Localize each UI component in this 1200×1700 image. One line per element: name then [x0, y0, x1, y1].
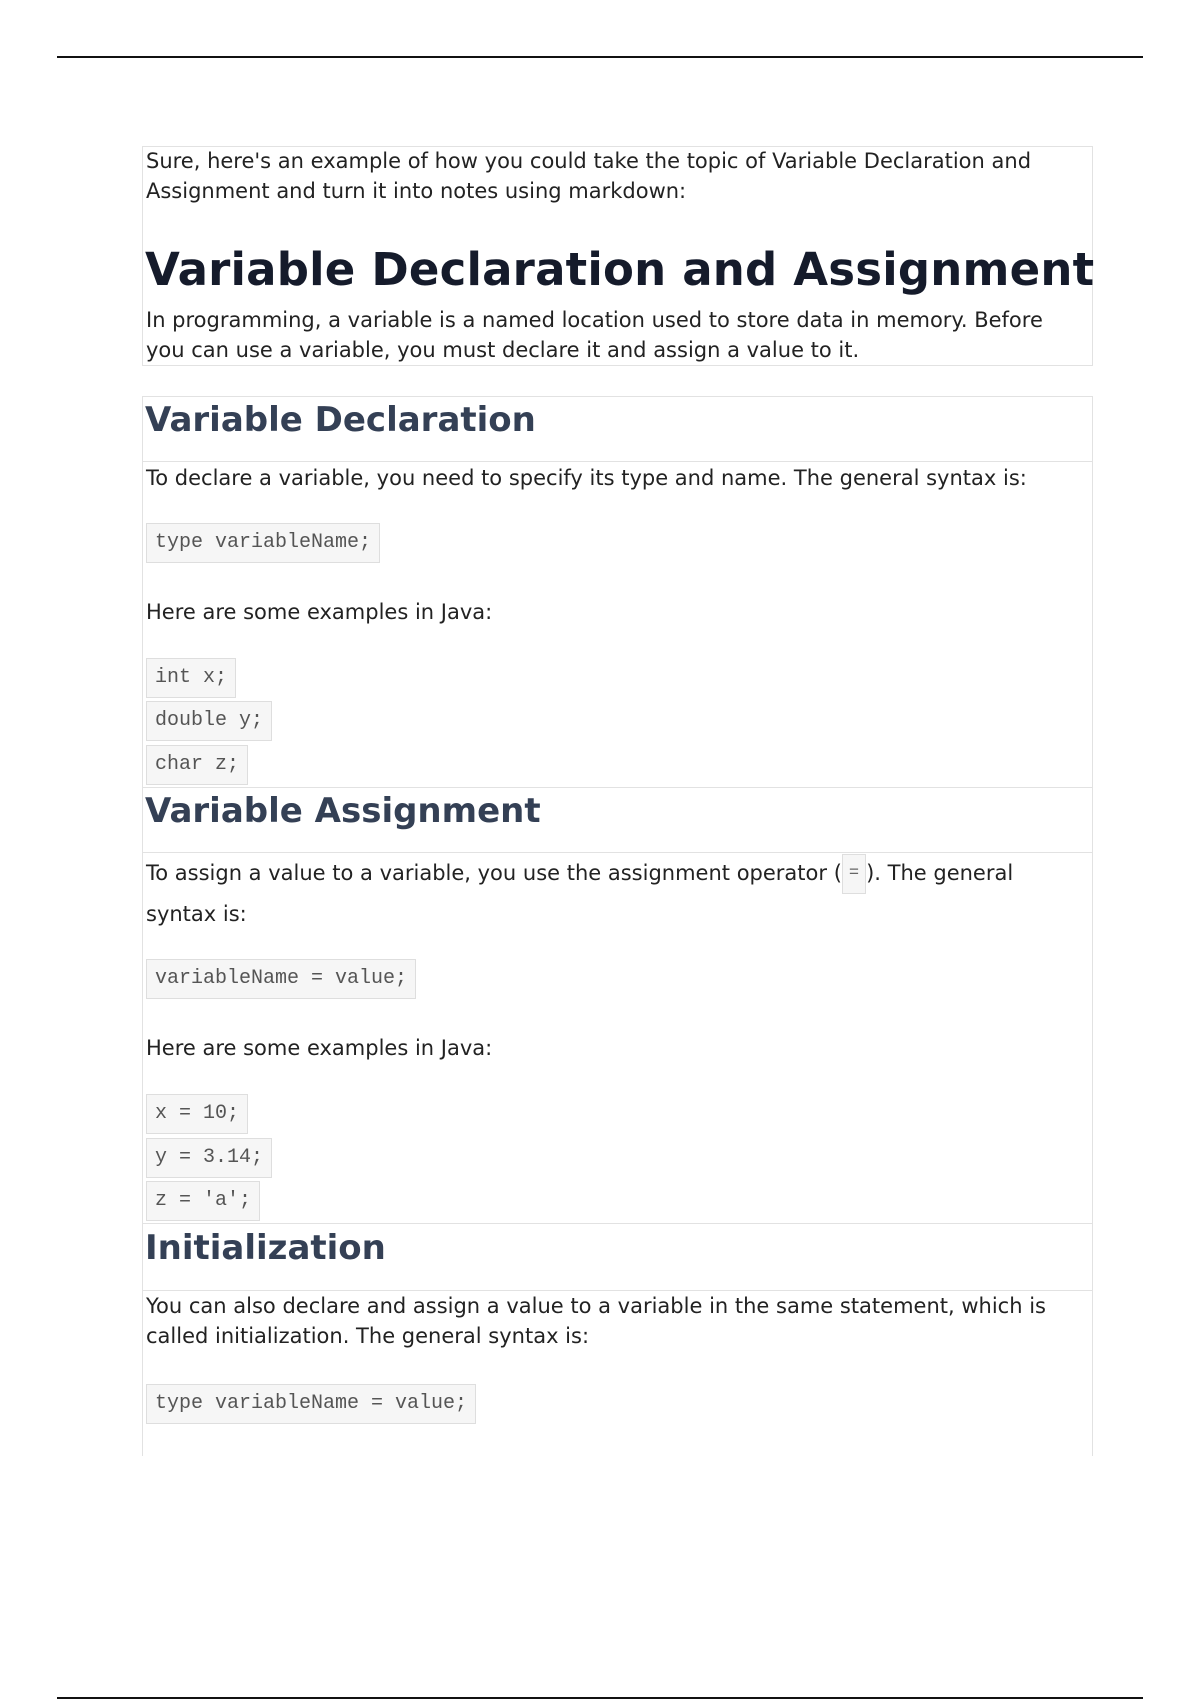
- definition-paragraph: In programming, a variable is a named location used to store data in memory. Before you can use a variable, you must declare it and assign a value to it.: [146, 308, 1043, 362]
- assignment-text-after: ). The general syntax is:: [146, 861, 1014, 926]
- assignment-operator-code: =: [842, 854, 866, 894]
- declaration-section-divider: [142, 787, 1093, 788]
- declaration-heading: Variable Declaration: [145, 400, 536, 440]
- declaration-example-1: int x;: [146, 658, 236, 698]
- assignment-heading: Variable Assignment: [145, 791, 541, 831]
- declaration-example-2: double y;: [146, 701, 272, 741]
- intro-paragraph: Sure, here's an example of how you could take the topic of Variable Declaration and Assignment and turn it into notes using markdown:: [146, 149, 1032, 203]
- assignment-text: [146, 853, 1086, 934]
- declaration-examples-intro: Here are some examples in Java:: [146, 600, 493, 624]
- initialization-syntax-code: type variableName = value;: [146, 1384, 476, 1424]
- declaration-heading-divider: [142, 461, 1093, 462]
- assignment-example-1: x = 10;: [146, 1094, 248, 1134]
- assignment-text-before: To assign a value to a variable, you use the assignment operator (: [146, 861, 842, 885]
- assignment-syntax-code: variableName = value;: [146, 959, 416, 999]
- declaration-syntax-code: type variableName;: [146, 523, 380, 563]
- header-rule: [57, 56, 1143, 58]
- declaration-text: To declare a variable, you need to specify its type and name. The general syntax is:: [146, 466, 1027, 490]
- initialization-heading: Initialization: [145, 1228, 386, 1268]
- initialization-text: You can also declare and assign a value to a variable in the same statement, which is called initialization. The general syntax is:: [146, 1294, 1046, 1348]
- assignment-examples-intro: Here are some examples in Java:: [146, 1036, 493, 1060]
- assignment-section-divider: [142, 1223, 1093, 1224]
- footer-rule: [57, 1697, 1143, 1699]
- declaration-example-3: char z;: [146, 745, 248, 785]
- page-title: Variable Declaration and Assignment: [145, 243, 1095, 296]
- assignment-example-2: y = 3.14;: [146, 1138, 272, 1178]
- assignment-example-3: z = 'a';: [146, 1181, 260, 1221]
